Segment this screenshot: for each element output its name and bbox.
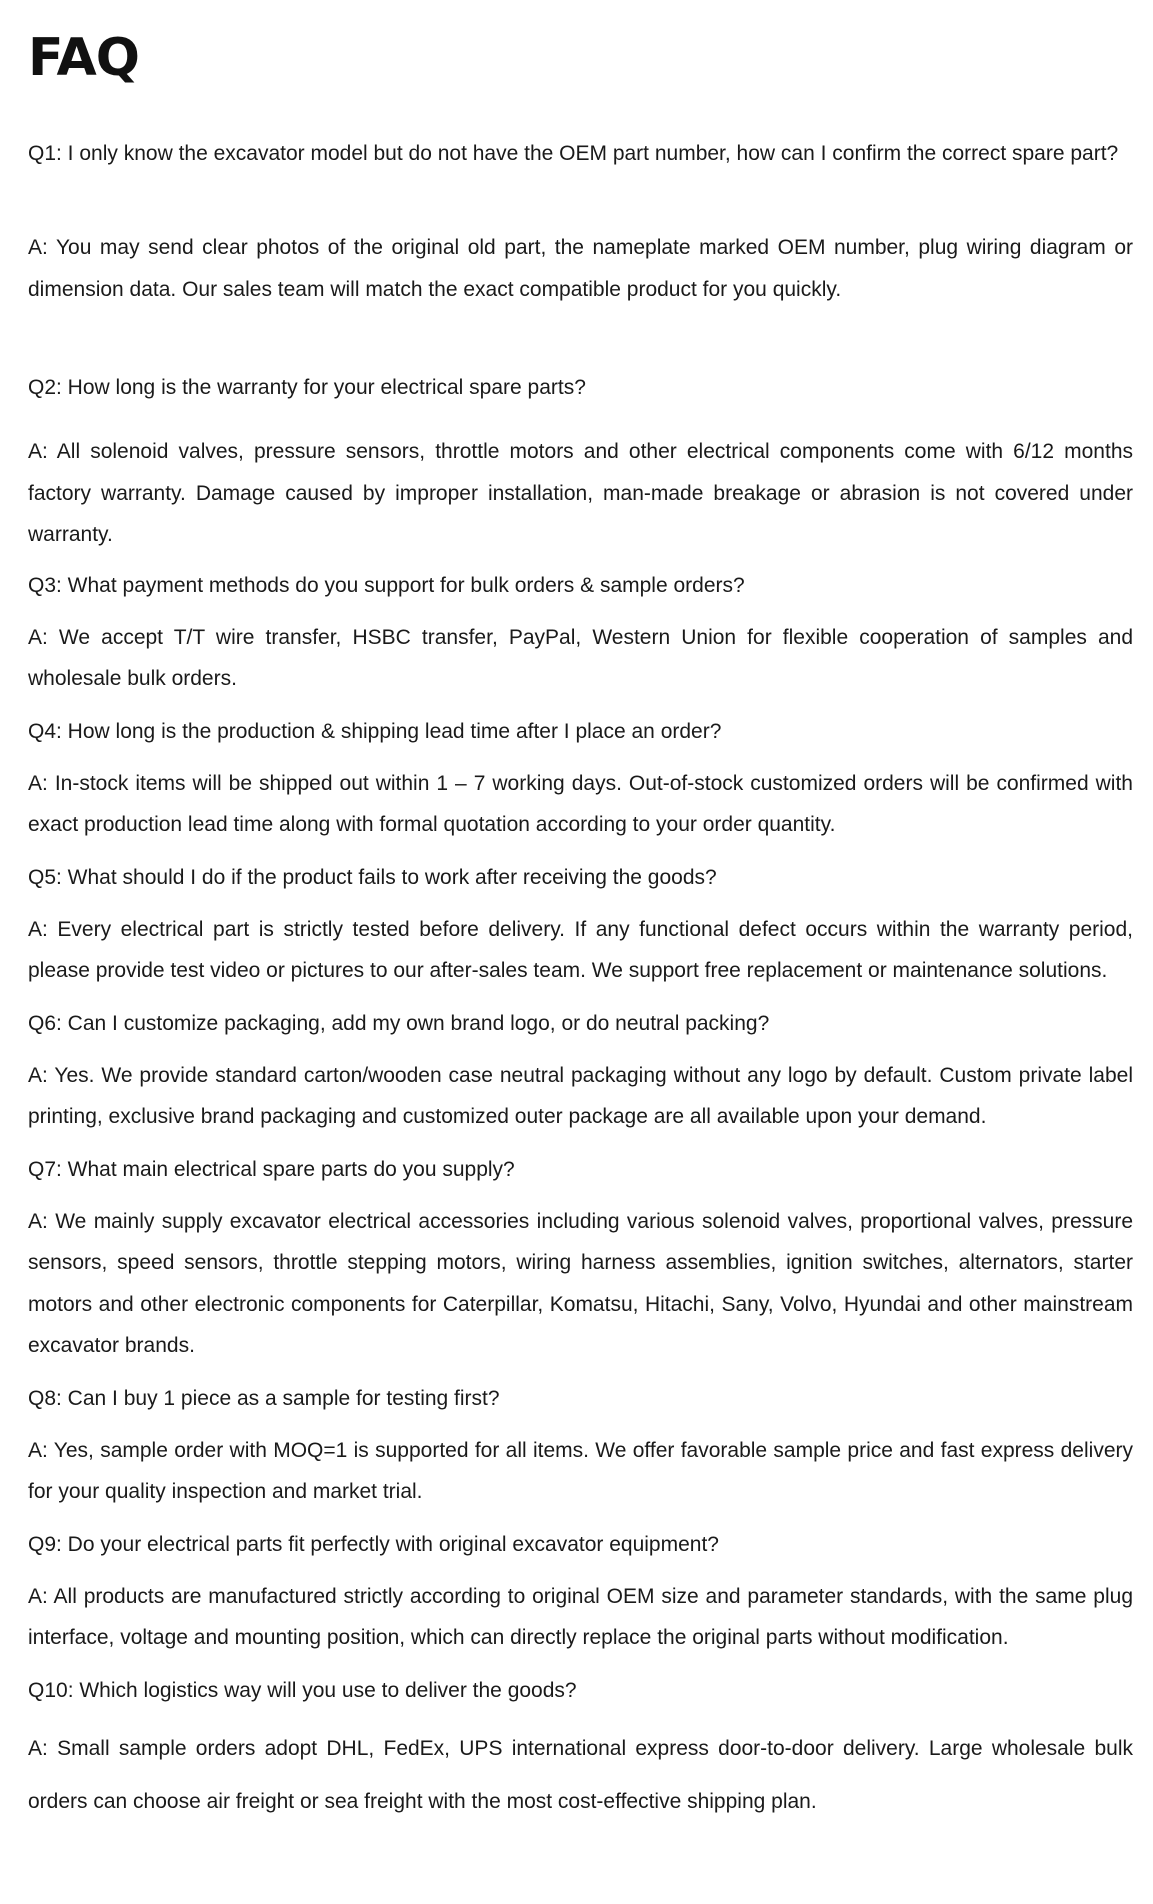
faq-question: Q5: What should I do if the product fails to work after receiving the goods?: [28, 865, 717, 889]
faq-question: Q10: Which logistics way will you use to deliver the goods?: [28, 1678, 577, 1702]
faq-question: Q1: I only know the excavator model but do not have the OEM part number, how can I confirm the correct spare part?: [28, 142, 1119, 165]
faq-answer: A: You may send clear photos of the original old part, the nameplate marked OEM number, plug wiring diagram or dimension data. Our sales team will match the exact compatible product for you quickly.: [28, 236, 1133, 301]
faq-answer: A: Small sample orders adopt DHL, FedEx, UPS international express door-to-door delivery. Large wholesale bulk orders can choose air freight or sea freight with the most cost-effective shipping plan.: [28, 1736, 1133, 1813]
faq-answer: A: We mainly supply excavator electrical accessories including various solenoid valves, proportional valves, pressure sensors, speed sensors, throttle stepping motors, wiring harness assemblies, ignition switches, alternators, starter motors and other electronic components for Caterpillar, Komatsu, Hitachi, Sany, Volvo, Hyundai and other mainstream excavator brands.: [28, 1209, 1133, 1357]
faq-item: [28, 1385, 1133, 1513]
page-title: FAQ: [28, 28, 140, 88]
faq-answer: A: All products are manufactured strictly according to original OEM size and parameter standards, with the same plug interface, voltage and mounting position, which can directly replace the original parts without modification.: [28, 1584, 1133, 1649]
faq-question: Q6: Can I customize packaging, add my own brand logo, or do neutral packing?: [28, 1011, 770, 1035]
faq-answer: A: We accept T/T wire transfer, HSBC transfer, PayPal, Western Union for flexible cooperation of samples and wholesale bulk orders.: [28, 625, 1133, 690]
faq-item: [28, 140, 1133, 310]
faq-page: [28, 0, 1133, 1828]
faq-item: [28, 1010, 1133, 1138]
faq-answer: A: Yes. We provide standard carton/wooden case neutral packaging without any logo by default. Custom private label printing, exclusive brand packaging and customized outer package are all available upon your demand.: [28, 1063, 1133, 1128]
faq-answer: A: In-stock items will be shipped out within 1 – 7 working days. Out-of-stock customized orders will be confirmed with exact production lead time along with formal quotation according to your order quantity.: [28, 771, 1133, 836]
faq-item: [28, 572, 1133, 700]
faq-item: [28, 864, 1133, 992]
faq-question: Q9: Do your electrical parts fit perfectly with original excavator equipment?: [28, 1532, 719, 1556]
faq-answer: A: Every electrical part is strictly tested before delivery. If any functional defect occurs within the warranty period, please provide test video or pictures to our after-sales team. We support free replacement or maintenance solutions.: [28, 917, 1133, 982]
faq-question: Q4: How long is the production & shipping lead time after I place an order?: [28, 719, 722, 743]
faq-answer: A: All solenoid valves, pressure sensors, throttle motors and other electrical components come with 6/12 months factory warranty. Damage caused by improper installation, man-made breakage or abrasion is not covered under warranty.: [28, 440, 1133, 546]
faq-item: [28, 718, 1133, 846]
faq-item: [28, 1677, 1133, 1828]
faq-question: Q2: How long is the warranty for your electrical spare parts?: [28, 376, 586, 399]
faq-item: [28, 1156, 1133, 1367]
faq-question: Q3: What payment methods do you support for bulk orders & sample orders?: [28, 573, 745, 597]
faq-answer: A: Yes, sample order with MOQ=1 is supported for all items. We offer favorable sample price and fast express delivery for your quality inspection and market trial.: [28, 1438, 1133, 1503]
faq-question: Q8: Can I buy 1 piece as a sample for testing first?: [28, 1386, 500, 1410]
faq-question: Q7: What main electrical spare parts do you supply?: [28, 1157, 515, 1181]
faq-list: [28, 140, 1133, 1828]
faq-item: [28, 374, 1133, 556]
faq-item: [28, 1531, 1133, 1659]
